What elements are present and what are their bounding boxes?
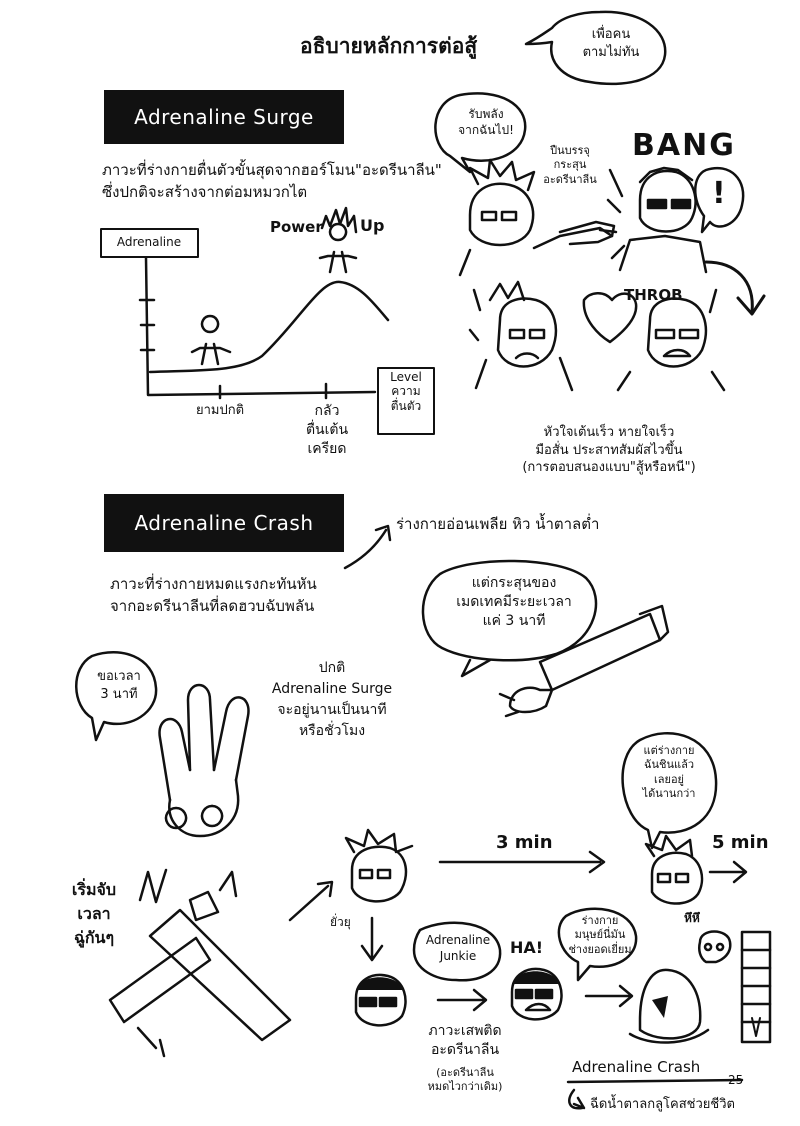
injection-note-line: อะดรีนาลีน [543,172,597,186]
junkie-bubble-text [414,932,502,964]
graph-tick-normal: ยามปกติ [195,403,245,418]
three-min-bubble-text [84,668,154,703]
normal-note-line: Adrenaline Surge [271,681,393,697]
human-bubble-text [560,914,640,957]
surge-effects-line: (การตอบสนองแบบ"สู้หรือหนี") [522,460,696,476]
label-5-min: 5 min [712,832,769,853]
body-bubble-line: ฉันชินแล้ว [643,758,694,772]
addiction-note [410,1022,520,1060]
three-fingers-hand [160,685,249,836]
crash-arrow-note: ร่างกายอ่อนเพลีย หิว น้ำตาลต่ำ [396,515,600,533]
power-label: Power [270,218,323,236]
surge-bubble-text [436,106,536,138]
sfx-throb: THROB [624,286,683,304]
surge-description [102,160,442,204]
normal-note [252,658,412,742]
bullet-bubble-line: แต่กระสุนของ [471,575,557,591]
graph-ylabel: Adrenaline [116,235,182,249]
sfx-hehe: หึหึ [684,911,700,925]
addiction-note-line: ภาวะเสพติด [428,1023,502,1039]
injection-note [530,144,610,187]
normal-note-line: หรือชั่วโมง [298,723,366,739]
crash-label: Adrenaline Crash [572,1058,701,1076]
start-timer-line: ฉู่กันๆ [73,928,115,947]
start-timer-note [54,878,134,950]
surge-effects [506,424,712,477]
graph-xlabel-line: ตื่นตัว [390,398,422,413]
graph-xlabel-line: Level [390,370,422,384]
sfx-bang: BANG [632,128,736,163]
surge-description-line: ภาวะที่ร่างกายตื่นตัวขั้นสุดจากฮอร์โมน"อะดรีนาลีน" [102,161,442,179]
surge-bubble-line: รับพลัง [468,107,504,121]
injection-note-line: กระสุน [553,158,587,172]
addiction-sub-line: หมดไวกว่าเดิม) [427,1080,503,1094]
skull [699,932,730,963]
panic-panel [470,282,724,390]
addiction-sub-line: (อะดรีนาลีน [436,1066,494,1079]
sfx-ha: HA! [510,938,544,957]
addiction-sub-note [410,1066,520,1095]
graph-tick-stress [292,402,362,459]
crash-description-line: จากอะดรีนาลีนที่ลดฮวบฉับพลัน [110,596,315,615]
crash-description [110,574,317,618]
empty-battery [742,932,770,1042]
normal-note-line: ปกติ [318,660,346,676]
broken-bullet [110,870,290,1056]
label-3-min: 3 min [496,832,553,853]
graph-tick-stress-line: กลัว [314,403,340,419]
gingerbread-powered [320,208,356,272]
graph-xlabel [378,370,434,413]
page-number: 25 [728,1073,744,1087]
bullet-bubble-line: แค่ 3 นาที [482,612,546,629]
bullet-bubble-text [444,574,584,631]
surge-effects-line: หัวใจเต้นเร็ว หายใจเร็ว [543,425,675,440]
three-min-bubble-line: ขอเวลา [97,669,141,684]
human-bubble-line: ร่างกาย [581,914,619,927]
up-label: Up [360,216,385,235]
surge-bubble-line: จากฉันไป! [458,123,514,138]
title-bubble-line: ตามไม่ทัน [582,44,640,60]
sfx-taunt: ยั่วยุ [330,915,351,929]
footer-arrow [569,1090,584,1108]
human-bubble-line: มนุษย์นี่มัน [574,928,626,942]
character-sunglasses [620,168,706,272]
surge-description-line: ซึ่งปกติจะสร้างจากต่อมหมวกไต [102,182,308,201]
arrow-to-crash-note [345,530,386,568]
title-bubble-line: เพื่อคน [591,27,631,42]
body-bubble-line: เลยอยู่ [654,772,684,786]
surge-effects-line: มือสั่น ประสาทสัมผัสไวขึ้น [535,442,683,458]
addiction-note-line: อะดรีนาลีน [430,1041,500,1058]
melted-figure [630,970,708,1043]
body-bubble-line: ได้นานกว่า [642,786,696,800]
crash-underline [568,1080,742,1082]
gingerbread-calm [192,316,230,364]
injection-note-line: ปืนบรรจุ [550,144,590,157]
sfx-exclaim: ! [712,176,726,211]
crash-description-line: ภาวะที่ร่างกายหมดแรงกะทันหัน [110,575,317,593]
crash-banner: Adrenaline Crash [104,494,344,552]
body-bubble-text [624,744,714,801]
start-timer-line: เริ่มจับ [71,880,117,899]
graph-tick-stress-line: ตื่นเต้น [305,421,349,438]
normal-note-line: จะอยู่นานเป็นนาที [277,702,387,718]
body-bubble-line: แต่ร่างกาย [643,744,695,757]
bullet-bubble-line: เมดเทคมีระยะเวลา [456,593,572,610]
human-bubble-line: ช่างยอดเยี่ยม [568,942,632,956]
junkie-bubble-line: Adrenaline [425,933,491,947]
start-timer-line: เวลา [77,904,111,923]
three-min-bubble-line: 3 นาที [100,686,138,702]
surge-banner: Adrenaline Surge [104,90,344,144]
page-title: อธิบายหลักการต่อสู้ [300,34,478,58]
junkie-bubble-line: Junkie [439,949,477,964]
graph-xlabel-line: ความ [391,384,421,399]
graph-tick-stress-line: เครียด [307,440,347,457]
footer-note: ฉีดน้ำตาลกลูโคสช่วยชีวิต [590,1097,735,1112]
title-bubble-text [566,26,656,61]
